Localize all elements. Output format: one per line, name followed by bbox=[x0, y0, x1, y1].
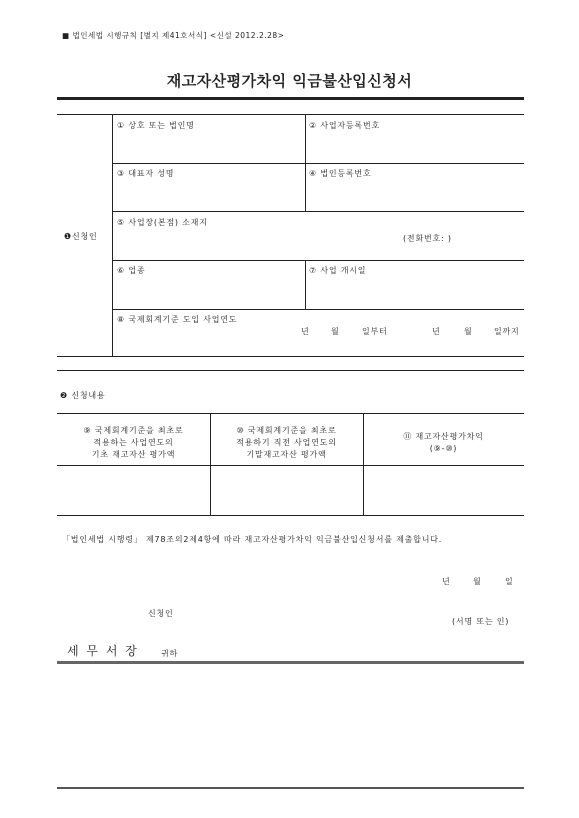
section2-label: ❷ 신청내용 bbox=[60, 391, 106, 400]
field-ifrs-year: ⑧ 국제회계기준 도입 사업연도 bbox=[117, 315, 238, 324]
row-divider-3 bbox=[112, 260, 524, 261]
period-month-1: 월 bbox=[331, 327, 340, 336]
col-divider-top bbox=[305, 114, 306, 211]
section1-label-divider bbox=[112, 114, 113, 356]
tax-office-title: 세 무 서 장 bbox=[67, 644, 139, 658]
table-top-border bbox=[57, 413, 524, 414]
page-title: 재고자산평가차익 익금불산입신청서 bbox=[166, 72, 413, 90]
row-divider-4 bbox=[112, 309, 524, 310]
recipient-suffix: 귀하 bbox=[161, 649, 179, 658]
date-day: 일 bbox=[505, 577, 514, 586]
column-header-11: ⑪ 재고자산평가차익 (⑨-⑩) bbox=[403, 432, 484, 453]
date-year: 년 bbox=[442, 577, 451, 586]
signature-hint: (서명 또는 인) bbox=[452, 617, 510, 626]
section1-bottom-border bbox=[57, 356, 524, 357]
col-divider-row4 bbox=[305, 260, 306, 309]
row-divider-1 bbox=[112, 163, 524, 164]
field-business-reg-no: ② 사업자등록번호 bbox=[309, 121, 381, 130]
field-phone: (전화번호: ) bbox=[403, 234, 452, 243]
section1-label: ❶신청인 bbox=[64, 232, 98, 241]
column-header-9: ⑨ 국제회계기준을 최초로 적용하는 사업연도의 기초 재고자산 평가액 bbox=[83, 426, 184, 459]
title-rule bbox=[57, 97, 524, 100]
applicant-label: 신청인 bbox=[148, 609, 174, 618]
period-day-from: 일부터 bbox=[362, 327, 388, 336]
period-year-1: 년 bbox=[301, 327, 310, 336]
recipient-rule bbox=[57, 661, 524, 664]
section1-top-border bbox=[57, 114, 524, 115]
field-corp-reg-no: ④ 법인등록번호 bbox=[309, 169, 372, 178]
period-year-2: 년 bbox=[432, 327, 441, 336]
date-month: 월 bbox=[473, 577, 482, 586]
field-company-name: ① 상호 또는 법인명 bbox=[117, 121, 195, 130]
footer-rule bbox=[57, 787, 524, 789]
declaration-text: 「법인세법 시행령」 제78조의2제4항에 따라 재고자산평가차익 익금불산입신청서를 제출합니다. bbox=[62, 535, 443, 544]
field-representative: ③ 대표자 성명 bbox=[117, 169, 175, 178]
row-divider-2 bbox=[112, 211, 524, 212]
input-cell-10[interactable] bbox=[211, 466, 362, 514]
column-header-10: ⑩ 국제회계기준을 최초로 적용하기 직전 사업연도의 기말재고자산 평가액 bbox=[236, 426, 337, 459]
field-address: ⑤ 사업장(본점) 소재지 bbox=[117, 218, 208, 227]
section2-top-border bbox=[57, 370, 524, 371]
form-reference: ■ 법인세법 시행규칙 [별지 제41호서식] <신설 2012.2.28> bbox=[62, 31, 285, 40]
period-month-2: 월 bbox=[464, 327, 473, 336]
field-start-date: ⑦ 사업 개시일 bbox=[309, 266, 367, 275]
input-cell-9[interactable] bbox=[58, 466, 209, 514]
period-day-to: 일까지 bbox=[494, 327, 520, 336]
input-cell-11[interactable] bbox=[364, 466, 523, 514]
table-bottom-border bbox=[57, 515, 524, 516]
field-industry: ⑥ 업종 bbox=[117, 266, 146, 275]
